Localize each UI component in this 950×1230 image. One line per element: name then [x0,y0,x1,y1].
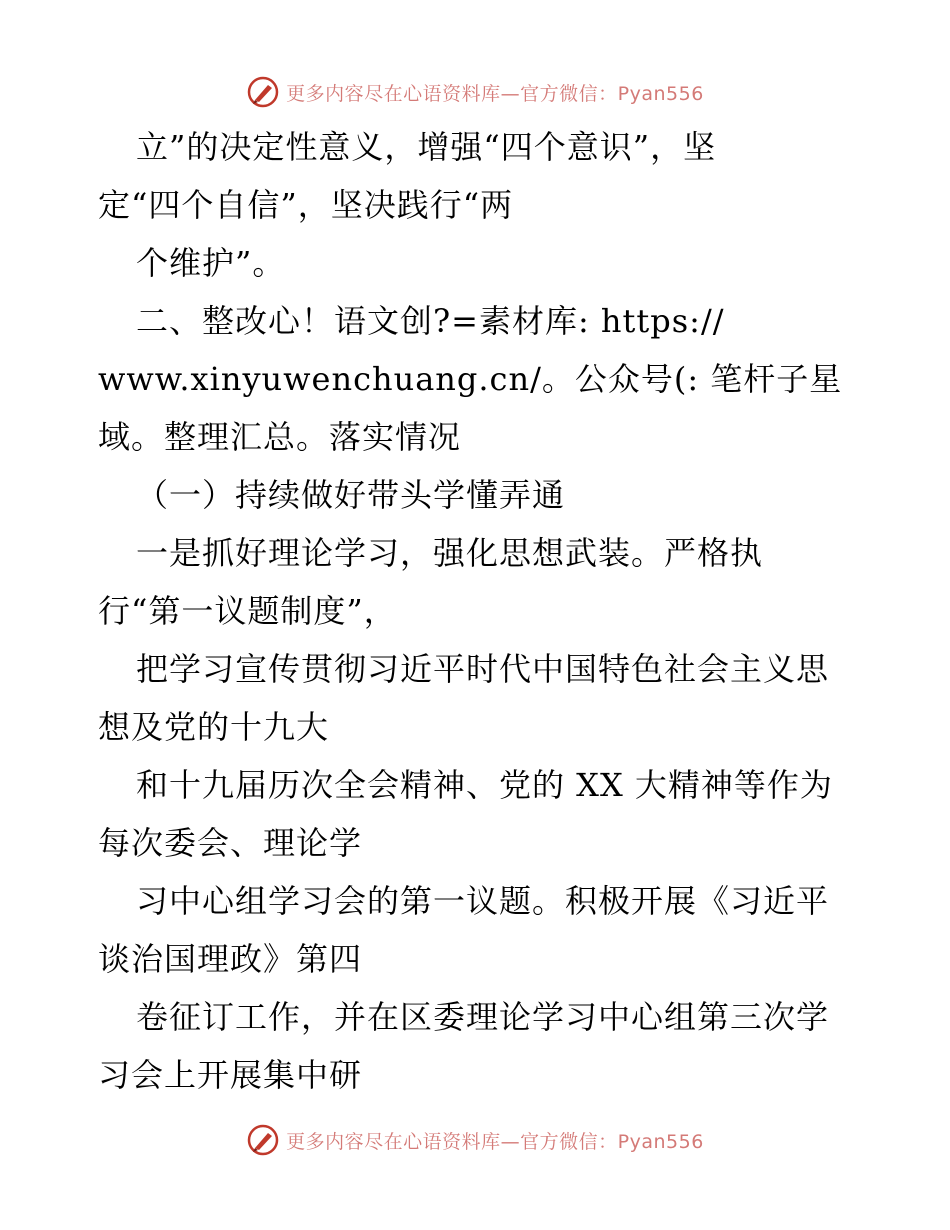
text-line: 每次委会、理论学 [98,824,363,862]
subsection-heading: （一）持续做好带头学懂弄通 [136,476,566,514]
text-line: 定“四个自信”，坚决践行“两 [98,186,514,224]
text-line: 域。整理汇总。落实情况 [98,418,462,456]
footer-watermark-banner [0,1120,950,1160]
text-line: 一是抓好理论学习，强化思想武装。严格执 [136,534,764,572]
text-line: 谈治国理政》第四 [98,940,363,978]
header-watermark-text: 更多内容尽在心语资料库—官方微信：Pyan556 [286,82,704,105]
text-line: 卷征订工作，并在区委理论学习中心组第三次学 [136,998,830,1036]
footer-watermark-text: 更多内容尽在心语资料库—官方微信：Pyan556 [286,1130,704,1153]
text-line: www.xinyuwenchuang.cn/。公众号(: 笔杆子星 [98,360,843,398]
section-heading: 二、整改心！语文创?=素材库: https:// [136,302,725,340]
text-line: 想及党的十九大 [98,708,330,746]
text-line: 行“第一议题制度”， [98,592,397,630]
text-line: 和十九届历次全会精神、党的 XX 大精神等作为 [136,766,833,804]
text-line: 立”的决定性意义，增强“四个意识”，坚 [136,128,717,166]
text-line: 把学习宣传贯彻习近平时代中国特色社会主义思 [136,650,830,688]
text-line: 习会上开展集中研 [98,1056,363,1094]
text-line: 习中心组学习会的第一议题。积极开展《习近平 [136,882,830,920]
header-watermark-banner [0,72,950,112]
document-body [98,118,868,1104]
pen-circle-logo-icon [246,1123,280,1157]
text-line: 个维护”。 [136,244,286,282]
pen-circle-logo-icon [246,75,280,109]
